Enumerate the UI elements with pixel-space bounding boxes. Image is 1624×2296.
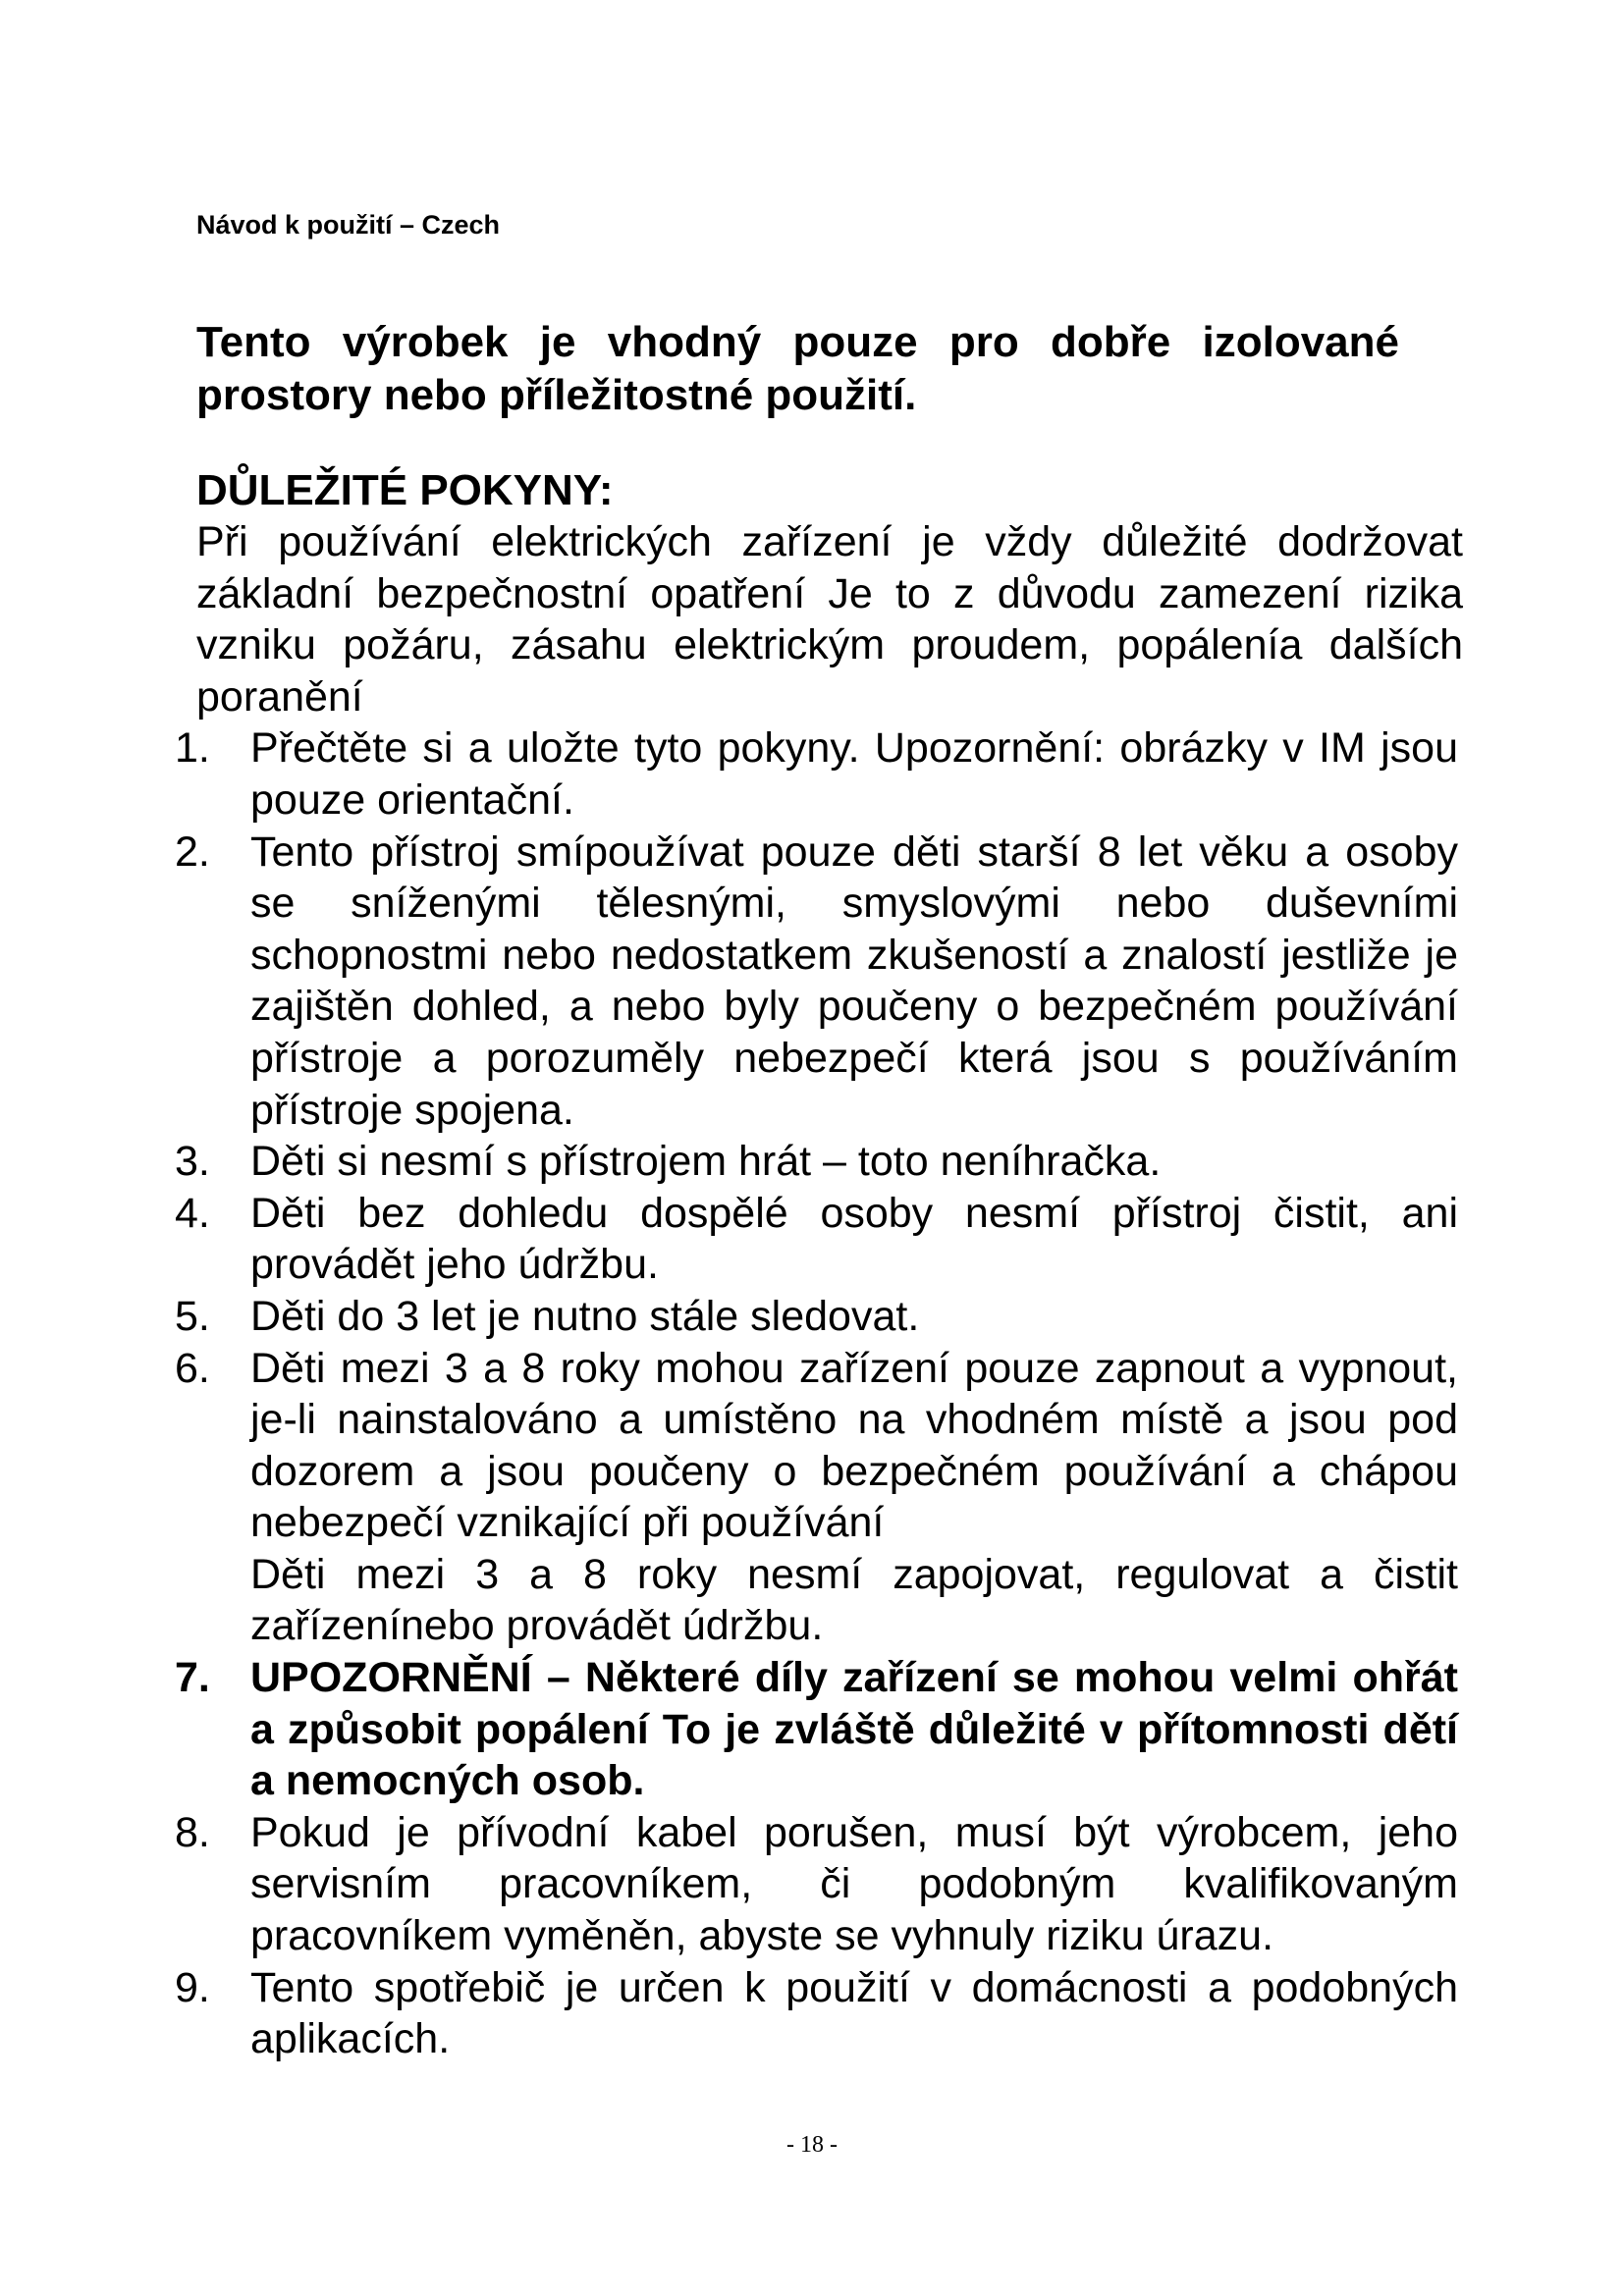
item-number: 5. — [175, 1292, 210, 1340]
list-item — [175, 1188, 1458, 1291]
list-item — [175, 1136, 1458, 1188]
item-number: 8. — [175, 1808, 210, 1856]
list-item — [175, 1291, 1458, 1343]
list-item — [175, 1807, 1458, 1962]
page-number: - 18 - — [786, 2132, 838, 2158]
item-number: 2. — [175, 828, 210, 876]
item-text: Děti bez dohledu dospělé osoby nesmí přístroj čistit, ani provádět jeho údržbu. — [250, 1189, 1458, 1289]
list-item — [175, 1962, 1458, 2065]
section-title: DŮLEŽITÉ POKYNY: — [196, 466, 614, 514]
item-text: Děti mezi 3 a 8 roky mohou zařízení pouze zapnout a vypnout, je-li nainstalováno a umístěno na vhodném místě a jsou pod dozorem a jsou poučeny o bezpečném používání a chápou nebezpečí vznikající při používání — [250, 1344, 1458, 1547]
item-number: 4. — [175, 1189, 210, 1237]
suitability-notice: Tento výrobek je vhodný pouze pro dobře izolované prostory nebo příležitostné použití. — [196, 318, 1399, 419]
section-intro: Při používání elektrických zařízení je vždy důležité dodržovat základní bezpečnostní opatření Je to z důvodu zamezení rizika vzniku požáru, zásahu elektrickým proudem, popálenía dalších poranění — [196, 518, 1463, 721]
item-number: 6. — [175, 1344, 210, 1392]
warning-item — [175, 1652, 1458, 1807]
item-text-continuation: Děti mezi 3 a 8 roky nesmí zapojovat, regulovat a čistit zařízenínebo provádět údržbu. — [250, 1550, 1458, 1650]
item-text: Děti do 3 let je nutno stále sledovat. — [250, 1292, 920, 1340]
item-number: 9. — [175, 1963, 210, 2011]
instructions-section — [175, 465, 1473, 2065]
list-item — [175, 1343, 1458, 1653]
page-header: Návod k použití – Czech — [196, 210, 501, 240]
list-item — [175, 722, 1458, 826]
list-item — [175, 827, 1458, 1137]
item-text: Pokud je přívodní kabel porušen, musí být výrobcem, jeho servisním pracovníkem, či podobným kvalifikovaným pracovníkem vyměněn, abyste se vyhnuly riziku úrazu. — [250, 1808, 1458, 1960]
item-text: Tento přístroj smípoužívat pouze děti starší 8 let věku a osoby se sníženými tělesnými, smyslovými nebo duševními schopnostmi nebo nedostatkem zkušeností a znalostí jestliže je zajištěn dohled, a nebo byly poučeny o bezpečném používání přístroje a porozuměly nebezpečí která jsou s používáním přístroje spojena. — [250, 828, 1458, 1134]
item-text: Přečtěte si a uložte tyto pokyny. Upozornění: obrázky v IM jsou pouze orientační. — [250, 724, 1458, 824]
item-text: Děti si nesmí s přístrojem hrát – toto neníhračka. — [250, 1138, 1162, 1186]
warning-text: UPOZORNĚNÍ – Některé díly zařízení se mohou velmi ohřát a způsobit popálení To je zvláště důležité v přítomnosti dětí a nemocných osob. — [250, 1654, 1458, 1805]
instructions-list — [175, 722, 1473, 2064]
item-number: 7. — [175, 1654, 210, 1702]
item-text: Tento spotřebič je určen k použití v domácnosti a podobných aplikacích. — [250, 1963, 1458, 2063]
item-number: 3. — [175, 1138, 210, 1186]
item-number: 1. — [175, 724, 210, 773]
